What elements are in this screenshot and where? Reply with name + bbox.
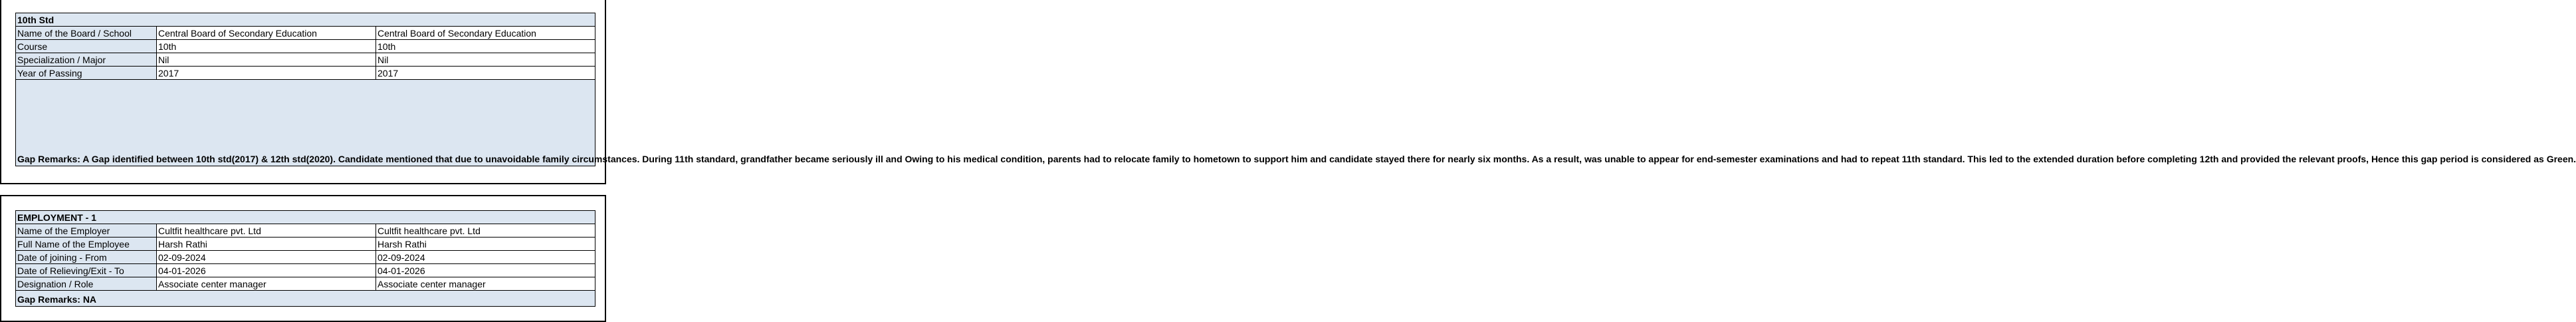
row-label: Course	[16, 40, 157, 53]
row-value-2: 02-09-2024	[376, 251, 595, 264]
row-label: Name of the Board / School	[16, 27, 157, 40]
table-row	[16, 264, 595, 277]
table-row	[16, 224, 595, 238]
row-label: Name of the Employer	[16, 224, 157, 238]
row-value-2: 10th	[376, 40, 595, 53]
row-value-1: 10th	[157, 40, 376, 53]
employment-panel	[0, 195, 606, 322]
employment-table	[15, 210, 595, 307]
table-row	[16, 40, 595, 53]
gap-remarks-row	[16, 80, 595, 166]
row-value-1: Central Board of Secondary Education	[157, 27, 376, 40]
row-value-1: 2017	[157, 67, 376, 80]
row-value-1: Associate center manager	[157, 277, 376, 291]
row-value-1: Harsh Rathi	[157, 238, 376, 251]
table-row	[16, 27, 595, 40]
row-value-1: 04-01-2026	[157, 264, 376, 277]
education-gap-remarks: Gap Remarks: A Gap identified between 10th std(2017) & 12th std(2020). Candidate mentioned that due to unavoidable family circumstances. During 11th standard, grandfather became seriously ill and Owing to his medical condition, parents had to relocate family to hometown to support him and candidate stayed there for nearly six months. As a result, was unable to appear for end-semester examinations and had to repeat 11th standard. This led to the extended duration before completing 12th and provided the relevant proofs, Hence this gap period is considered as Green.	[16, 80, 595, 166]
row-label: Full Name of the Employee	[16, 238, 157, 251]
row-value-1: Cultfit healthcare pvt. Ltd	[157, 224, 376, 238]
row-label: Date of joining - From	[16, 251, 157, 264]
employment-heading-row	[16, 211, 595, 224]
row-label: Year of Passing	[16, 67, 157, 80]
education-table	[15, 13, 2576, 166]
education-heading-row	[16, 13, 595, 27]
education-heading: 10th Std	[16, 13, 595, 27]
table-row	[16, 251, 595, 264]
table-row	[16, 53, 595, 67]
row-label: Date of Relieving/Exit - To	[16, 264, 157, 277]
row-value-2: Harsh Rathi	[376, 238, 595, 251]
row-value-2: Central Board of Secondary Education	[376, 27, 595, 40]
row-value-2: Associate center manager	[376, 277, 595, 291]
row-value-2: 2017	[376, 67, 595, 80]
table-row	[16, 277, 595, 291]
row-value-2: Nil	[376, 53, 595, 67]
row-label: Specialization / Major	[16, 53, 157, 67]
employment-gap-remarks: Gap Remarks: NA	[16, 291, 595, 307]
row-value-2: Cultfit healthcare pvt. Ltd	[376, 224, 595, 238]
row-value-2: 04-01-2026	[376, 264, 595, 277]
table-row	[16, 67, 595, 80]
row-value-1: 02-09-2024	[157, 251, 376, 264]
employment-heading: EMPLOYMENT - 1	[16, 211, 595, 224]
table-row	[16, 238, 595, 251]
row-value-1: Nil	[157, 53, 376, 67]
gap-remarks-row	[16, 291, 595, 307]
row-label: Designation / Role	[16, 277, 157, 291]
